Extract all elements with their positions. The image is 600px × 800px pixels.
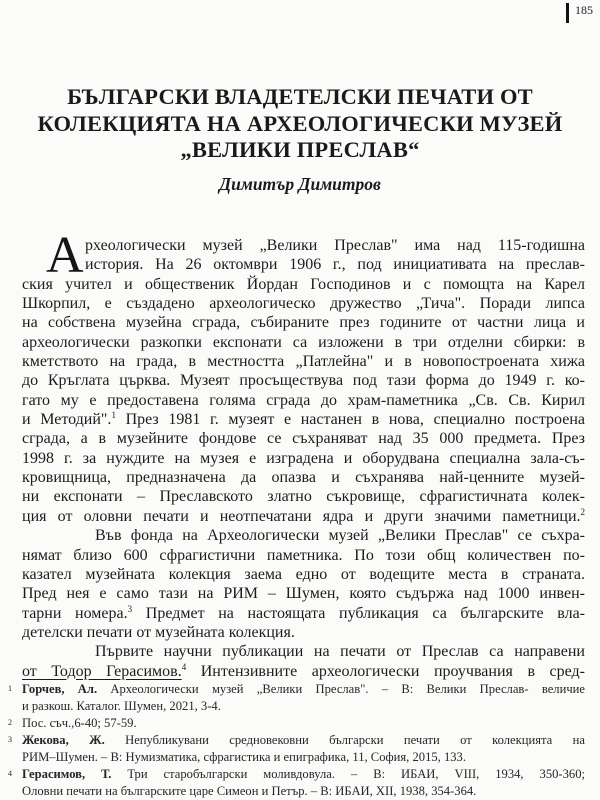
body-text: от Тодор Герасимов.: [22, 662, 182, 680]
body-line: рхеологически музей „Велики Преслав" има над 115-годишна: [85, 237, 585, 254]
body-line: детелски печати от музейната колекция.: [22, 623, 295, 641]
body-line: Пред нея е само тази на РИМ – Шумен, която съдържа над 1000 инвен-: [22, 585, 585, 603]
body-line: казател музейната колекция заема едно от водещите места в страната.: [22, 565, 585, 583]
body-line: [22, 410, 585, 429]
body-line: ския учител и общественик Йордан Господинов и с помощта на Карел: [22, 275, 585, 293]
body-line: Шкорпил, е създадено археологическо дружество „Тича". Поради липса: [22, 295, 585, 313]
body-line: сграда, а в музейните фондове се съхраняват над 35 000 предмета. През: [22, 430, 585, 448]
article-title: [0, 84, 600, 164]
body-line: история. На 26 октомври 1906 г., под инициативата на преслав-: [85, 256, 585, 274]
body-line: [22, 662, 585, 681]
footnote-number: 3: [8, 735, 12, 744]
title-line-2: КОЛЕКЦИЯТА НА АРХЕОЛОГИЧЕСКИ МУЗЕЙ: [37, 110, 563, 136]
body-text: Предмет на настоящата публикация са българските вла-: [132, 604, 586, 622]
body-line: 1998 г. за нуждите на музея е изградена и оборудвана специална зала-съ-: [22, 449, 585, 467]
page-number-bar: [566, 3, 569, 23]
footnote-text: Непубликувани средновековни български печати от колекцията на: [104, 733, 585, 747]
footnote-ref-3[interactable]: 3: [127, 603, 133, 614]
body-text: През 1981 г. музеят е настанен в нова, специално построена: [115, 411, 585, 429]
article-body: [22, 227, 586, 681]
footnote-2: [8, 715, 585, 732]
footnote-line: РИМ–Шумен. – В: Нумизматика, сфрагистика и епиграфика, 11, София, 2015, 133.: [22, 750, 467, 764]
body-line: ни експонати – Преславското златно съкровище, сфрагистичната колек-: [22, 488, 585, 506]
footnote-ref-1[interactable]: 1: [111, 410, 116, 421]
footnotes: [8, 681, 585, 800]
footnote-number: 1: [8, 684, 12, 693]
title-line-3: „ВЕЛИКИ ПРЕСЛАВ“: [180, 137, 420, 162]
footnote-3: [8, 732, 585, 766]
body-text: тарни номера.: [22, 604, 128, 622]
footnote-line: [22, 681, 585, 698]
body-line: на собствена музейна сграда, събираните през годините от частни лица и: [22, 314, 585, 332]
body-line: до Кръглата църква. Музеят просъществува под тази форма до 1949 г. ко-: [22, 372, 585, 390]
title-line-1: БЪЛГАРСКИ ВЛАДЕТЕЛСКИ ПЕЧАТИ ОТ: [67, 84, 533, 109]
body-line: Първите научни публикации на печати от Преслав са направени: [95, 643, 585, 661]
drop-cap: А: [46, 227, 84, 284]
footnote-text: Археологически музей „Велики Преслав". – В: Велики Преслав- величие: [97, 682, 585, 696]
body-line: кметството на града, в местността „Патлейна" и в новопостроената хижа: [22, 353, 585, 371]
footnote-line: [22, 732, 585, 749]
body-line: кровищница, предназначена да опазва и съхранява най-ценните музей-: [22, 469, 585, 487]
footnote-ref-2[interactable]: 2: [580, 506, 585, 517]
footnote-author: Горчев, Ал.: [22, 682, 98, 696]
footnote-author: Герасимов, Т.: [22, 767, 112, 781]
article-author: Димитър Димитров: [219, 174, 381, 194]
footnote-author: Жекова, Ж.: [22, 733, 105, 747]
footnote-line: [22, 766, 585, 783]
body-text: Интензивните археологически проучвания в сред-: [186, 662, 585, 680]
page-number: 185: [575, 3, 593, 17]
body-line: нямат близо 600 сфрагистични паметника. По този общ количествен по-: [22, 546, 585, 564]
footnote-number: 4: [8, 769, 12, 778]
footnote-line: Пос. съч.,6-40; 57-59.: [22, 716, 137, 730]
footnote-line: Оловни печати на българските царе Симеон и Петър. – В: ИБАИ, XII, 1938, 354-364.: [22, 784, 477, 798]
page-number-area: [566, 3, 593, 23]
footnote-1: [8, 681, 585, 715]
footnote-4: [8, 766, 585, 800]
body-line: Във фонда на Археологически музей „Велики Преслав" се съхра-: [95, 527, 585, 545]
body-text: и Методий".: [22, 411, 112, 429]
body-text: ция от оловни печати и неотпечатани ядра и други значими паметници.: [22, 507, 581, 525]
footnote-number: 2: [8, 718, 12, 727]
body-line: [22, 604, 585, 623]
footnote-text: Три старобългарски моливдовула. – В: ИБАИ, VIII, 1934, 350-360;: [111, 767, 585, 781]
footnote-line: и разкош. Каталог. Шумен, 2021, 3-4.: [22, 699, 221, 713]
body-line: археологически разкопки експонати са изложени в три отделни сбирки: в: [22, 333, 585, 351]
footnote-ref-4[interactable]: 4: [181, 661, 187, 672]
body-line: [22, 507, 585, 526]
body-line: гато му е предоставена голяма сграда до храм-паметника „Св. Св. Кирил: [22, 391, 585, 409]
